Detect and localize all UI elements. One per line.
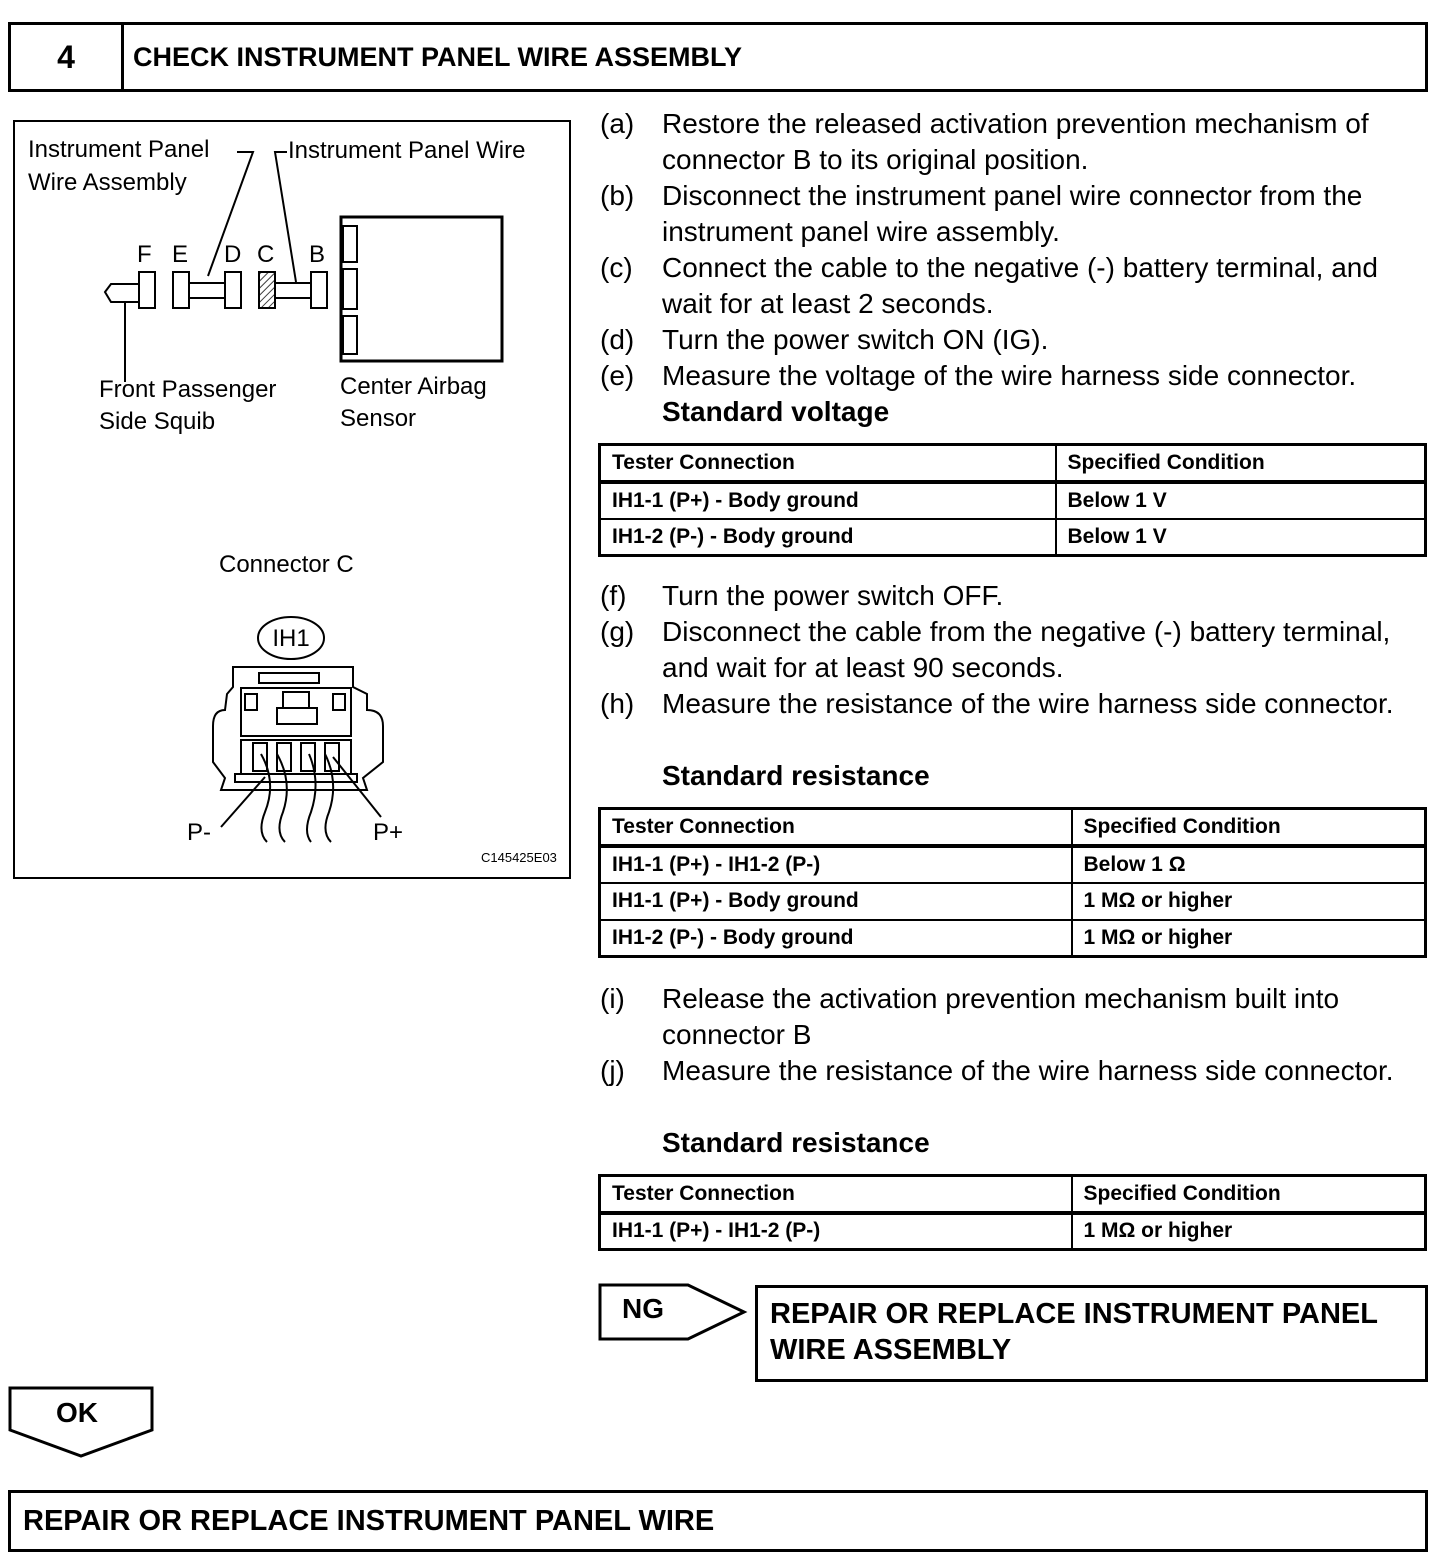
- connector-letter-e: E: [172, 241, 189, 268]
- step-e: [600, 358, 1430, 394]
- connector-f: [139, 272, 155, 308]
- step-a: [600, 106, 1430, 178]
- step-text: Turn the power switch OFF.: [662, 580, 1004, 611]
- table-cell: Below 1 V: [1056, 519, 1426, 556]
- table-row: [600, 846, 1426, 883]
- table-cell: 1 MΩ or higher: [1072, 883, 1426, 920]
- label-squib-line2: Side Squib: [99, 408, 216, 435]
- connector-letter-c: C: [257, 241, 275, 268]
- label-squib-line1: Front Passenger: [99, 376, 277, 403]
- pin-label-p-plus: P+: [373, 819, 404, 846]
- leader-p-minus: [221, 777, 265, 827]
- connector-c-title: Connector C: [219, 551, 354, 578]
- step-h: [600, 686, 1430, 758]
- wire-assembly-body: [189, 283, 225, 298]
- connector-c: [259, 272, 275, 308]
- table-header-cell: Specified Condition: [1072, 1176, 1426, 1213]
- figure-code: C145425E03: [481, 850, 557, 865]
- table-header-cell: Tester Connection: [600, 809, 1072, 846]
- step-f: [600, 578, 1430, 614]
- label-sensor-line2: Sensor: [340, 405, 417, 432]
- ng-label: NG: [622, 1293, 664, 1324]
- step-text: Measure the voltage of the wire harness side connector.: [662, 360, 1357, 391]
- step-title: CHECK INSTRUMENT PANEL WIRE ASSEMBLY: [133, 41, 743, 72]
- label-ip-wire: Instrument Panel Wire: [288, 137, 526, 164]
- step-label: (f): [600, 580, 627, 611]
- step-text: Measure the resistance of the wire harness side connector.: [662, 688, 1394, 719]
- squib-shape: [105, 284, 139, 302]
- ng-arrow-icon: [598, 1283, 748, 1341]
- table-row: [600, 920, 1426, 957]
- connector-letter-f: F: [137, 241, 152, 268]
- table-header-cell: Tester Connection: [600, 1176, 1072, 1213]
- table-header-cell: Specified Condition: [1072, 809, 1426, 846]
- step-header: [8, 22, 1428, 92]
- table-row: [600, 1213, 1426, 1250]
- table-row: [600, 519, 1426, 556]
- leader-p-plus: [333, 757, 381, 817]
- table-cell: IH1-1 (P+) - IH1-2 (P-): [600, 846, 1072, 883]
- table-cell: IH1-1 (P+) - Body ground: [600, 482, 1056, 519]
- table-cell: 1 MΩ or higher: [1072, 920, 1426, 957]
- step-text: Restore the released activation prevention mechanism of connector B to its original position.: [662, 108, 1369, 175]
- step-label: (a): [600, 108, 635, 139]
- step-text: Disconnect the cable from the negative (-) battery terminal, and wait for at least 90 seconds.: [662, 616, 1391, 683]
- step-label: (g): [600, 616, 635, 647]
- table-header-cell: Tester Connection: [600, 445, 1056, 482]
- step-i: [600, 981, 1430, 1053]
- sensor-port-2: [343, 269, 357, 309]
- step-text: Release the activation prevention mechanism built into connector B: [662, 983, 1340, 1050]
- table-cell: IH1-2 (P-) - Body ground: [600, 920, 1072, 957]
- table-cell: Below 1 V: [1056, 482, 1426, 519]
- sensor-port-1: [343, 226, 357, 262]
- table-cell: 1 MΩ or higher: [1072, 1213, 1426, 1250]
- center-airbag-sensor: [341, 217, 502, 361]
- table-cell: IH1-1 (P+) - IH1-2 (P-): [600, 1213, 1072, 1250]
- step-text: Connect the cable to the negative (-) battery terminal, and wait for at least 2 seconds.: [662, 252, 1378, 319]
- connector-letter-b: B: [309, 241, 326, 268]
- step-number: 4: [11, 25, 124, 89]
- sensor-port-3: [343, 316, 357, 354]
- wiring-figure: [13, 120, 571, 879]
- label-ip-wire-assembly-line2: Wire Assembly: [28, 169, 187, 196]
- connector-c-body: [213, 667, 383, 842]
- standard-resistance-heading: Standard resistance: [662, 760, 930, 791]
- table-row: [600, 482, 1426, 519]
- connector-d: [225, 272, 241, 308]
- step-label: (j): [600, 1055, 625, 1086]
- connector-code: IH1: [272, 625, 310, 652]
- table-header-row: [600, 1176, 1426, 1213]
- connector-letter-d: D: [224, 241, 242, 268]
- table-cell: Below 1 Ω: [1072, 846, 1426, 883]
- resistance-table-2: [598, 1174, 1427, 1251]
- table-cell: IH1-1 (P+) - Body ground: [600, 883, 1072, 920]
- connector-b: [311, 272, 327, 308]
- step-j: [600, 1053, 1430, 1125]
- pin-label-p-minus: P-: [187, 819, 211, 846]
- ip-wire-body: [275, 283, 311, 298]
- standard-voltage-heading: Standard voltage: [662, 396, 890, 427]
- table-header-cell: Specified Condition: [1056, 445, 1426, 482]
- table-header-row: [600, 809, 1426, 846]
- table-header-row: [600, 445, 1426, 482]
- step-label: (h): [600, 688, 635, 719]
- ok-label: OK: [56, 1397, 98, 1428]
- step-label: (d): [600, 324, 635, 355]
- step-label: (e): [600, 360, 635, 391]
- table-cell: IH1-2 (P-) - Body ground: [600, 519, 1056, 556]
- label-sensor-line1: Center Airbag: [340, 373, 487, 400]
- step-g: [600, 614, 1430, 686]
- step-text: Measure the resistance of the wire harness side connector.: [662, 1055, 1394, 1086]
- step-c: [600, 250, 1430, 322]
- resistance-table-1: [598, 807, 1427, 958]
- ok-result-box: REPAIR OR REPLACE INSTRUMENT PANEL WIRE: [8, 1490, 1428, 1552]
- standard-resistance-heading-2: Standard resistance: [662, 1127, 930, 1158]
- step-d: [600, 322, 1430, 358]
- connector-e: [173, 272, 189, 308]
- table-row: [600, 883, 1426, 920]
- leader-ip-wire: [275, 152, 296, 282]
- step-text: Disconnect the instrument panel wire connector from the instrument panel wire assembly.: [662, 180, 1363, 247]
- voltage-table: [598, 443, 1427, 557]
- step-label: (c): [600, 252, 633, 283]
- label-ip-wire-assembly-line1: Instrument Panel: [28, 136, 210, 163]
- step-text: Turn the power switch ON (IG).: [662, 324, 1049, 355]
- step-label: (b): [600, 180, 635, 211]
- step-label: (i): [600, 983, 625, 1014]
- wiring-diagram: [15, 122, 571, 879]
- ng-result-box: REPAIR OR REPLACE INSTRUMENT PANEL WIRE ASSEMBLY: [755, 1285, 1428, 1382]
- step-b: [600, 178, 1430, 250]
